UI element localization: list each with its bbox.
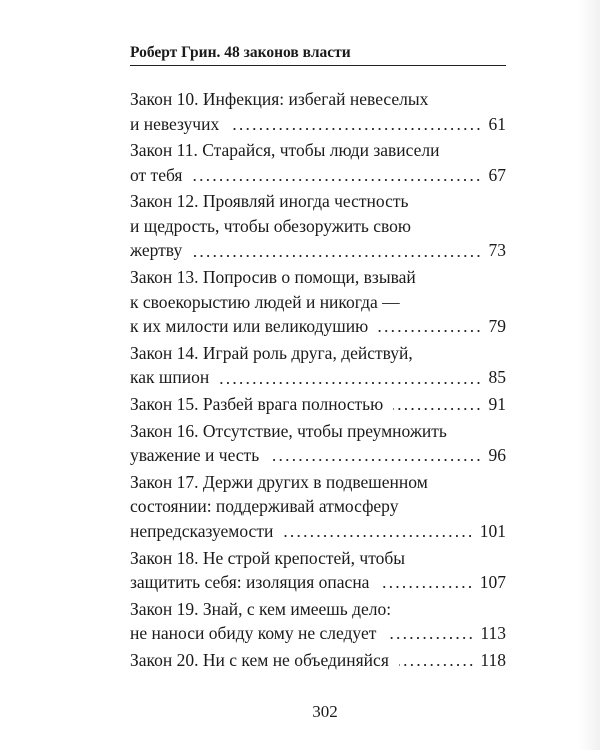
dot-leader	[399, 663, 475, 667]
toc-entry-page: 73	[488, 240, 506, 261]
toc-entry	[130, 597, 506, 646]
toc-entry	[130, 87, 506, 136]
dot-leader	[192, 254, 482, 258]
toc-entry	[130, 419, 506, 468]
toc-entry-text: не наноси обиду кому не следует	[130, 623, 377, 644]
toc-entry-line	[130, 570, 506, 595]
toc-entry-page: 101	[479, 520, 506, 541]
toc-entry-page: 67	[488, 164, 506, 185]
dot-leader	[379, 585, 473, 589]
toc-entry-page: 96	[488, 445, 506, 466]
toc-entry-page: 85	[488, 367, 506, 388]
toc-entry-text: Закон 15. Разбей врага полностью	[130, 393, 384, 414]
toc-entry-text: Закон 17. Держи других в подвешенном	[130, 471, 428, 492]
toc-entry	[130, 648, 506, 673]
dot-leader	[378, 329, 482, 333]
toc-entry-line	[130, 546, 506, 571]
toc-entry-text: Закон 13. Попросив о помощи, взывай	[130, 267, 416, 288]
toc-entry-line	[130, 443, 506, 468]
toc-entry-line	[130, 163, 506, 188]
toc-entry-line	[130, 341, 506, 366]
toc-entry-line	[130, 494, 506, 519]
toc-entry-line	[130, 265, 506, 290]
toc-entry	[130, 546, 506, 595]
running-header: Роберт Грин. 48 законов власти	[130, 44, 506, 66]
dot-leader	[219, 381, 482, 385]
toc-entry-line	[130, 189, 506, 214]
dot-leader	[386, 636, 474, 640]
dot-leader	[269, 458, 482, 462]
toc-entry-line	[130, 470, 506, 495]
toc-entry-text: жертву	[130, 240, 183, 261]
toc-entry-text: от тебя	[130, 164, 183, 185]
toc-entry-text: защитить себя: изоляция опасна	[130, 572, 370, 592]
adjacent-page-edge	[578, 0, 600, 750]
toc-entry-page: 79	[488, 316, 506, 337]
toc-entry	[130, 265, 506, 339]
toc-entry-text: уважение и честь	[130, 445, 260, 466]
toc-entry-line	[130, 214, 506, 239]
toc-entry-line	[130, 238, 506, 263]
toc-entry-text: Закон 16. Отсутствие, чтобы преумножить	[130, 420, 447, 441]
toc-entry-page: 107	[479, 572, 506, 592]
table-of-contents	[130, 87, 506, 675]
toc-entry-page: 91	[488, 393, 506, 414]
toc-entry-text: Закон 11. Старайся, чтобы люди зависели	[130, 140, 440, 161]
toc-entry-text: состоянии: поддерживай атмосферу	[130, 496, 399, 517]
toc-entry-page: 113	[480, 623, 506, 644]
toc-entry-text: Закон 18. Не строй крепостей, чтобы	[130, 547, 406, 568]
page-number: 302	[312, 702, 338, 721]
toc-entry-line	[130, 87, 506, 112]
toc-entry	[130, 138, 506, 187]
toc-entry-line	[130, 621, 506, 646]
toc-entry-text: Закон 10. Инфекция: избегай невеселых	[130, 89, 429, 109]
toc-entry-page: 118	[480, 649, 506, 670]
toc-entry-line	[130, 290, 506, 315]
toc-entry-text: Закон 20. Ни с кем не объединяйся	[130, 649, 389, 670]
toc-entry	[130, 470, 506, 544]
toc-entry-text: к своекорыстию людей и никогда —	[130, 291, 400, 312]
toc-entry-text: непредсказуемости	[130, 520, 274, 541]
toc-entry-line	[130, 648, 506, 673]
toc-entry	[130, 392, 506, 417]
toc-entry-line	[130, 314, 506, 339]
toc-entry-line	[130, 365, 506, 390]
toc-entry-text: Закон 19. Знай, с кем имеешь дело:	[130, 598, 392, 619]
dot-leader	[393, 407, 482, 411]
toc-entry-line	[130, 112, 506, 137]
toc-entry-text: и невезучих	[130, 113, 220, 134]
toc-entry-text: Закон 14. Играй роль друга, действуй,	[130, 342, 413, 363]
toc-entry-text: к их милости или великодушию	[130, 316, 369, 337]
toc-entry	[130, 189, 506, 263]
toc-entry-line	[130, 138, 506, 163]
toc-entry-line	[130, 519, 506, 544]
toc-entry-text: и щедрость, чтобы обезоружить свою	[130, 215, 411, 236]
toc-entry-line	[130, 597, 506, 622]
dot-leader	[192, 178, 482, 182]
toc-entry	[130, 341, 506, 390]
dot-leader	[283, 534, 473, 538]
toc-entry-page: 61	[488, 113, 506, 134]
toc-entry-text: как шпион	[130, 367, 210, 388]
toc-entry-text: Закон 12. Проявляй иногда честность	[130, 191, 409, 212]
dot-leader	[229, 127, 482, 131]
toc-entry-line	[130, 419, 506, 444]
toc-entry-line	[130, 392, 506, 417]
